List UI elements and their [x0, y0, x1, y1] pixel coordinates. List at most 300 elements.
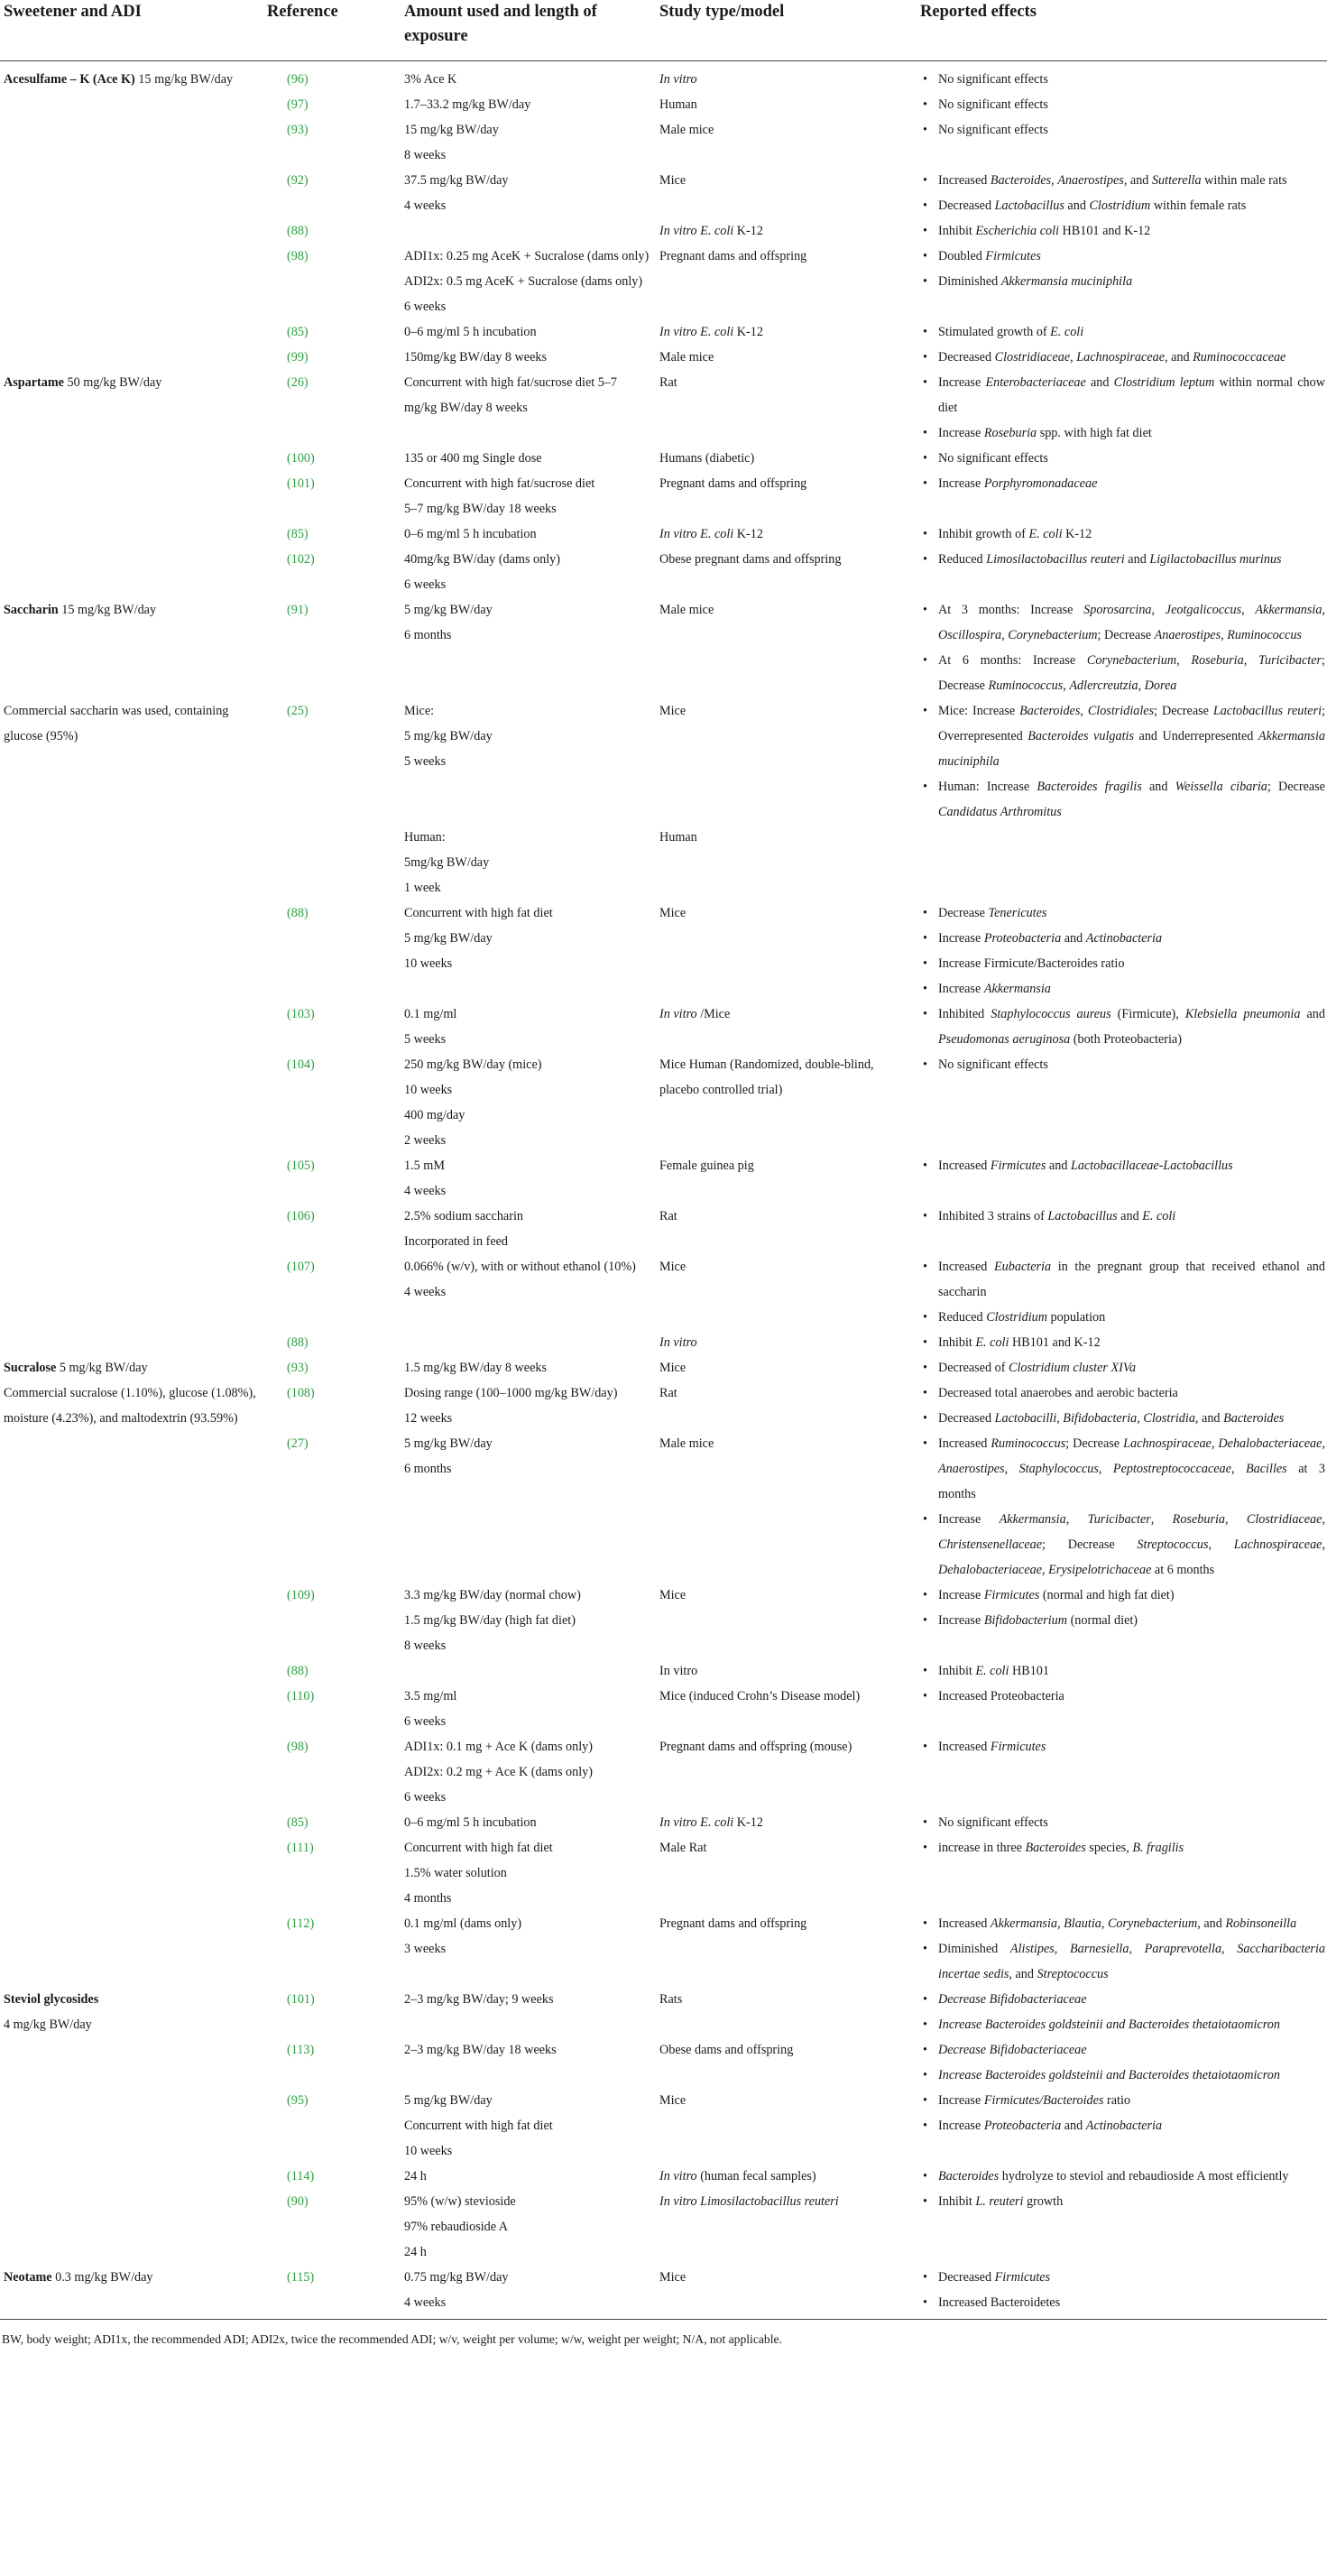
reference-link[interactable]: (107)	[287, 1260, 315, 1274]
amount-line: 10 weeks	[404, 956, 453, 971]
reference-link[interactable]: (85)	[287, 1815, 309, 1830]
header-effects: Reported effects	[920, 3, 1037, 21]
effects-cell	[920, 698, 1327, 825]
reference-link[interactable]: (88)	[287, 224, 309, 238]
study-type-line: In vitro E. coli K-12	[659, 224, 763, 238]
effect-item: • increase in three Bacteroides species, B. fragilis	[920, 1835, 1325, 1860]
reference-link[interactable]: (102)	[287, 552, 315, 567]
study-type-cell	[659, 244, 920, 319]
study-type-cell	[659, 2088, 920, 2164]
amount-line: 24 h	[404, 2245, 427, 2259]
amount-cell	[404, 1355, 659, 1380]
reference-link[interactable]: (92)	[287, 173, 309, 188]
sweetener-cell	[0, 1153, 267, 1204]
study-type-line: Mice	[659, 704, 687, 718]
effects-cell	[920, 2088, 1327, 2164]
header-sweetener: Sweetener and ADI	[4, 3, 142, 21]
table-row	[0, 1431, 1327, 1583]
effects-list	[920, 1734, 1325, 1759]
reference-link[interactable]: (96)	[287, 72, 309, 87]
amount-line: 1.7–33.2 mg/kg BW/day	[404, 97, 531, 112]
sweetener-cell	[0, 547, 267, 597]
effects-cell	[920, 1431, 1327, 1583]
study-type-line: Rat	[659, 1386, 677, 1400]
table-row	[0, 1583, 1327, 1658]
header-reference: Reference	[267, 3, 338, 21]
study-type-line: In vitro	[659, 72, 697, 87]
study-type-line: Rats	[659, 1992, 683, 2007]
effects-cell	[920, 1583, 1327, 1658]
sweetener-cell	[0, 1734, 267, 1810]
reference-link[interactable]: (101)	[287, 1992, 315, 2007]
study-type-line: Pregnant dams and offspring	[659, 476, 807, 491]
effects-cell	[920, 597, 1327, 698]
amount-line: 95% (w/w) stevioside	[404, 2194, 516, 2209]
reference-link[interactable]: (26)	[287, 375, 309, 390]
table-row	[0, 547, 1327, 597]
reference-link[interactable]: (108)	[287, 1386, 315, 1400]
reference-link[interactable]: (90)	[287, 2194, 309, 2209]
reference-link[interactable]: (113)	[287, 2043, 315, 2057]
effects-cell	[920, 2037, 1327, 2088]
amount-line: 3.5 mg/ml	[404, 1689, 457, 1703]
study-type-cell	[659, 117, 920, 168]
reference-link[interactable]: (88)	[287, 1664, 309, 1678]
study-type-line: Male mice	[659, 350, 714, 365]
study-type-line: Humans (diabetic)	[659, 451, 755, 466]
amount-cell	[404, 471, 659, 522]
amount-line: 6 months	[404, 1462, 452, 1476]
sweetener-cell	[0, 2088, 267, 2164]
sweetener-cell	[0, 1658, 267, 1684]
amount-cell	[404, 1254, 659, 1330]
sweetener-cell	[0, 1835, 267, 1911]
effects-list	[920, 1355, 1325, 1380]
table-row	[0, 1658, 1327, 1684]
table-row	[0, 2088, 1327, 2164]
table-row	[0, 825, 1327, 900]
sweetener-cell	[0, 345, 267, 370]
table-row	[0, 1330, 1327, 1355]
effects-cell	[920, 1052, 1327, 1153]
sweetener-cell	[0, 1002, 267, 1052]
effect-item: • Decreased Lactobacillus and Clostridium within female rats	[920, 193, 1325, 218]
effect-item: • Increase Porphyromonadaceae	[920, 471, 1325, 496]
sweetener-cell	[0, 1684, 267, 1734]
effects-cell	[920, 345, 1327, 370]
study-type-cell	[659, 900, 920, 1002]
amount-cell	[404, 1431, 659, 1583]
table-row	[0, 1835, 1327, 1911]
reference-link[interactable]: (110)	[287, 1689, 315, 1703]
amount-line: 37.5 mg/kg BW/day	[404, 173, 509, 188]
effects-list	[920, 1658, 1325, 1684]
study-type-cell	[659, 825, 920, 900]
study-type-cell	[659, 218, 920, 244]
effect-item: • Increase Akkermansia, Turicibacter, Roseburia, Clostridiaceae, Christensenellaceae; Decrease Streptococcus, Lachnospiraceae, Dehalobacteriaceae, Erysipelotrichaceae at 6 months	[920, 1507, 1325, 1583]
study-type-line: Rat	[659, 1209, 677, 1223]
study-type-cell	[659, 1987, 920, 2037]
effects-list	[920, 2037, 1325, 2088]
reference-link[interactable]: (91)	[287, 603, 309, 617]
sweetener-text: Acesulfame – K (Ace K) 15 mg/kg BW/day	[4, 72, 234, 87]
amount-cell	[404, 218, 659, 244]
amount-line: Human:	[404, 830, 446, 845]
amount-cell	[404, 2037, 659, 2088]
sweetener-cell	[0, 471, 267, 522]
study-type-cell	[659, 1658, 920, 1684]
effects-cell	[920, 522, 1327, 547]
effect-item: • Decrease Bifidobacteriaceae	[920, 2037, 1325, 2063]
reference-link[interactable]: (105)	[287, 1159, 315, 1173]
amount-line: 0.1 mg/ml (dams only)	[404, 1916, 522, 1931]
amount-cell	[404, 1658, 659, 1684]
effect-item: • Increased Bacteroidetes	[920, 2290, 1325, 2315]
sweetener-cell	[0, 244, 267, 319]
reference-link[interactable]: (98)	[287, 249, 309, 263]
reference-link[interactable]: (25)	[287, 704, 309, 718]
amount-cell	[404, 1810, 659, 1835]
effects-cell	[920, 1204, 1327, 1254]
study-type-cell	[659, 370, 920, 446]
amount-line: 24 h	[404, 2169, 427, 2184]
sweetener-cell	[0, 522, 267, 547]
study-type-line: In vitro Limosilactobacillus reuteri	[659, 2194, 839, 2209]
study-type-cell	[659, 2164, 920, 2189]
amount-line: 1 week	[404, 881, 441, 895]
amount-line: 4 months	[404, 1891, 452, 1906]
effect-item: • No significant effects	[920, 67, 1325, 92]
effects-cell	[920, 1911, 1327, 1987]
amount-cell	[404, 1380, 659, 1431]
study-type-line: In vitro	[659, 1664, 698, 1678]
effect-item: • Reduced Clostridium population	[920, 1305, 1325, 1330]
reference-link[interactable]: (104)	[287, 1057, 315, 1072]
study-type-cell	[659, 345, 920, 370]
study-type-cell	[659, 597, 920, 698]
study-type-line: Obese dams and offspring	[659, 2043, 794, 2057]
amount-line: 2 weeks	[404, 1133, 447, 1148]
amount-line: 3 weeks	[404, 1942, 447, 1956]
amount-line: ADI1x: 0.25 mg AceK + Sucralose (dams only)	[404, 249, 650, 263]
amount-cell	[404, 92, 659, 117]
amount-line: 3.3 mg/kg BW/day (normal chow)	[404, 1588, 581, 1602]
sweetener-cell	[0, 168, 267, 218]
study-type-cell	[659, 1355, 920, 1380]
study-type-cell	[659, 1330, 920, 1355]
study-type-line: Rat	[659, 375, 677, 390]
effect-item: • Increase Firmicutes/Bacteroides ratio	[920, 2088, 1325, 2113]
study-type-line: Mice	[659, 1588, 687, 1602]
amount-line: Concurrent with high fat diet	[404, 906, 553, 920]
amount-line: 8 weeks	[404, 148, 447, 162]
reference-link[interactable]: (93)	[287, 1361, 309, 1375]
header-amount: Amount used and length of exposure	[404, 3, 597, 45]
amount-cell	[404, 1204, 659, 1254]
amount-line: 2.5% sodium saccharin	[404, 1209, 523, 1223]
effects-list	[920, 446, 1325, 471]
reference-link[interactable]: (114)	[287, 2169, 315, 2184]
sweetener-cell	[0, 1330, 267, 1355]
effects-cell	[920, 1330, 1327, 1355]
sweetener-cell	[0, 2189, 267, 2265]
effects-cell	[920, 1254, 1327, 1330]
reference-link[interactable]: (85)	[287, 527, 309, 541]
reference-link[interactable]: (27)	[287, 1436, 309, 1451]
amount-cell	[404, 168, 659, 218]
effect-item: • Inhibit L. reuteri growth	[920, 2189, 1325, 2214]
study-type-cell	[659, 1835, 920, 1911]
amount-line: 6 months	[404, 628, 452, 642]
effects-cell	[920, 1002, 1327, 1052]
study-type-line: Female guinea pig	[659, 1159, 754, 1173]
amount-line: 8 weeks	[404, 1639, 447, 1653]
reference-link[interactable]: (112)	[287, 1916, 315, 1931]
amount-line: 4 weeks	[404, 2295, 447, 2310]
table-row	[0, 446, 1327, 471]
amount-line: 1.5 mg/kg BW/day 8 weeks	[404, 1361, 548, 1375]
study-type-cell	[659, 319, 920, 345]
effects-list	[920, 67, 1325, 92]
study-type-line: Human	[659, 830, 697, 845]
reference-link[interactable]: (99)	[287, 350, 309, 365]
amount-line: ADI1x: 0.1 mg + Ace K (dams only)	[404, 1740, 593, 1754]
table-row	[0, 1734, 1327, 1810]
effect-item: • Increase Proteobacteria and Actinobacteria	[920, 926, 1325, 951]
amount-line: Dosing range (100–1000 mg/kg BW/day)	[404, 1386, 618, 1400]
amount-cell	[404, 698, 659, 825]
effects-list	[920, 1583, 1325, 1633]
amount-cell	[404, 1911, 659, 1987]
effect-item: • Increased Eubacteria in the pregnant group that received ethanol and saccharin	[920, 1254, 1325, 1305]
effects-list	[920, 2265, 1325, 2315]
reference-link[interactable]: (98)	[287, 1740, 309, 1754]
effects-cell	[920, 92, 1327, 117]
study-type-line: Mice Human (Randomized, double-blind, placebo controlled trial)	[659, 1057, 874, 1097]
effect-item: • Bacteroides hydrolyze to steviol and rebaudioside A most efficiently	[920, 2164, 1325, 2189]
table-row	[0, 1052, 1327, 1153]
amount-line: 10 weeks	[404, 1083, 453, 1097]
sweetener-cell	[0, 1583, 267, 1658]
study-type-line: Male mice	[659, 603, 714, 617]
effects-cell	[920, 244, 1327, 319]
study-type-line: Mice	[659, 2093, 687, 2108]
effects-cell	[920, 1153, 1327, 1204]
effects-cell	[920, 471, 1327, 522]
effect-item: • Decreased Clostridiaceae, Lachnospiraceae, and Ruminococcaceae	[920, 345, 1325, 370]
sweetener-cell	[0, 117, 267, 168]
sweetener-cell	[0, 900, 267, 1002]
effects-cell	[920, 900, 1327, 1002]
effect-item: • Increase Enterobacteriaceae and Clostridium leptum within normal chow diet	[920, 370, 1325, 420]
effect-item: • No significant effects	[920, 117, 1325, 143]
amount-line: 135 or 400 mg Single dose	[404, 451, 542, 466]
table-row	[0, 2189, 1327, 2265]
sweetener-text: Commercial saccharin was used, containing glucose (95%)	[4, 704, 229, 743]
effects-cell	[920, 1987, 1327, 2037]
sweetener-cell	[0, 825, 267, 900]
reference-link[interactable]: (100)	[287, 451, 315, 466]
amount-line: 4 weeks	[404, 1184, 447, 1198]
effects-list	[920, 1153, 1325, 1178]
study-type-cell	[659, 61, 920, 93]
table-row	[0, 1254, 1327, 1330]
effects-list	[920, 1330, 1325, 1355]
study-type-cell	[659, 1684, 920, 1734]
sweetener-cell	[0, 1254, 267, 1330]
amount-cell	[404, 1153, 659, 1204]
effect-item: • Mice: Increase Bacteroides, Clostridiales; Decrease Lactobacillus reuteri; Overrepresented Bacteroides vulgatis and Underrepresented Akkermansia muciniphila	[920, 698, 1325, 774]
reference-link[interactable]: (111)	[287, 1841, 314, 1855]
effects-cell	[920, 370, 1327, 446]
table-row	[0, 522, 1327, 547]
amount-line: 4 weeks	[404, 199, 447, 213]
effect-item: • No significant effects	[920, 92, 1325, 117]
study-type-cell	[659, 2037, 920, 2088]
effects-list	[920, 1810, 1325, 1835]
effects-list	[920, 117, 1325, 143]
amount-line: 10 weeks	[404, 2144, 453, 2158]
effects-list	[920, 370, 1325, 446]
reference-link[interactable]: (109)	[287, 1588, 315, 1602]
study-type-cell	[659, 1911, 920, 1987]
study-type-cell	[659, 522, 920, 547]
amount-line: Incorporated in feed	[404, 1234, 509, 1249]
study-type-line: In vitro E. coli K-12	[659, 527, 763, 541]
table-row	[0, 2164, 1327, 2189]
amount-line: 1.5 mM	[404, 1159, 445, 1173]
reference-link[interactable]: (97)	[287, 97, 309, 112]
reference-link	[267, 825, 404, 900]
amount-line: 6 weeks	[404, 300, 447, 314]
effect-item: • Inhibit growth of E. coli K-12	[920, 522, 1325, 547]
reference-link[interactable]: (115)	[287, 2270, 315, 2285]
effects-cell	[920, 117, 1327, 168]
study-type-cell	[659, 1810, 920, 1835]
effects-list	[920, 1684, 1325, 1709]
effects-list	[920, 168, 1325, 218]
amount-cell	[404, 1684, 659, 1734]
effects-cell	[920, 2189, 1327, 2265]
effects-cell	[920, 547, 1327, 597]
table-row	[0, 1204, 1327, 1254]
reference-link[interactable]: (106)	[287, 1209, 315, 1223]
sweetener-cell	[0, 1355, 267, 1380]
effects-list	[920, 698, 1325, 825]
effect-item: • Doubled Firmicutes	[920, 244, 1325, 269]
table-row	[0, 471, 1327, 522]
effects-cell	[920, 2164, 1327, 2189]
amount-line: 0.75 mg/kg BW/day	[404, 2270, 509, 2285]
amount-cell	[404, 1583, 659, 1658]
table-row	[0, 698, 1327, 825]
effects-list	[920, 1835, 1325, 1860]
effect-item: • Inhibit E. coli HB101 and K-12	[920, 1330, 1325, 1355]
amount-cell	[404, 117, 659, 168]
header-study-type: Study type/model	[659, 3, 785, 21]
amount-cell	[404, 825, 659, 900]
amount-line: 5 mg/kg BW/day	[404, 2093, 493, 2108]
sweetener-text: 4 mg/kg BW/day	[4, 2017, 92, 2032]
effects-list	[920, 1431, 1325, 1583]
amount-line: 5 mg/kg BW/day	[404, 1436, 493, 1451]
amount-line: 97% rebaudioside A	[404, 2220, 509, 2234]
effect-item: • Diminished Akkermansia muciniphila	[920, 269, 1325, 294]
table-header-row	[0, 0, 1327, 61]
amount-line: 5mg/kg BW/day	[404, 855, 490, 870]
amount-cell	[404, 1002, 659, 1052]
effect-item: • No significant effects	[920, 1052, 1325, 1077]
effect-item: • Increase Bifidobacterium (normal diet)	[920, 1608, 1325, 1633]
study-type-cell	[659, 2189, 920, 2265]
amount-line: Concurrent with high fat diet	[404, 1841, 553, 1855]
amount-line: 6 weeks	[404, 1790, 447, 1805]
sweetener-text: Aspartame 50 mg/kg BW/day	[4, 375, 162, 390]
table-row	[0, 2037, 1327, 2088]
amount-line: 6 weeks	[404, 1714, 447, 1729]
amount-cell	[404, 1330, 659, 1355]
effect-item: • Decrease Bifidobacteriaceae	[920, 1987, 1325, 2012]
sweetener-cell	[0, 1911, 267, 1987]
effects-cell	[920, 319, 1327, 345]
sweetener-cell	[0, 61, 267, 93]
effects-cell	[920, 61, 1327, 93]
effects-list	[920, 1380, 1325, 1431]
sweetener-cell	[0, 370, 267, 446]
amount-line: 40mg/kg BW/day (dams only)	[404, 552, 560, 567]
reference-link[interactable]: (95)	[287, 2093, 309, 2108]
sweetener-cell	[0, 2037, 267, 2088]
amount-line: 3% Ace K	[404, 72, 457, 87]
amount-line: ADI2x: 0.2 mg + Ace K (dams only)	[404, 1765, 593, 1779]
table-row	[0, 2265, 1327, 2319]
amount-line: 5 mg/kg BW/day	[404, 603, 493, 617]
effect-item: • Inhibit E. coli HB101	[920, 1658, 1325, 1684]
effect-item: • Inhibited Staphylococcus aureus (Firmicute), Klebsiella pneumonia and Pseudomonas aeruginosa (both Proteobacteria)	[920, 1002, 1325, 1052]
study-type-cell	[659, 1380, 920, 1431]
table-row	[0, 370, 1327, 446]
table-row	[0, 900, 1327, 1002]
reference-link[interactable]: (88)	[287, 906, 309, 920]
effects-cell	[920, 2265, 1327, 2319]
study-type-cell	[659, 1002, 920, 1052]
amount-line: 1.5 mg/kg BW/day (high fat diet)	[404, 1613, 576, 1628]
effects-list	[920, 547, 1325, 572]
effect-item: • At 6 months: Increase Corynebacterium, Roseburia, Turicibacter; Decrease Ruminococcus, Adlercreutzia, Dorea	[920, 648, 1325, 698]
amount-line: 12 weeks	[404, 1411, 453, 1426]
sweetener-cell	[0, 1204, 267, 1254]
amount-line: Concurrent with high fat/sucrose diet	[404, 476, 595, 491]
effects-cell	[920, 1684, 1327, 1734]
amount-cell	[404, 2265, 659, 2319]
study-type-line: Pregnant dams and offspring	[659, 1916, 807, 1931]
amount-cell	[404, 61, 659, 93]
reference-link[interactable]: (85)	[287, 325, 309, 339]
effects-list	[920, 244, 1325, 294]
amount-line: Concurrent with high fat diet	[404, 2119, 553, 2133]
study-type-cell	[659, 2265, 920, 2319]
amount-line: 2–3 mg/kg BW/day; 9 weeks	[404, 1992, 554, 2007]
table-row	[0, 218, 1327, 244]
table-row	[0, 319, 1327, 345]
reference-link[interactable]: (93)	[287, 123, 309, 137]
table-row	[0, 168, 1327, 218]
amount-cell	[404, 1052, 659, 1153]
reference-link[interactable]: (101)	[287, 476, 315, 491]
reference-link[interactable]: (88)	[287, 1335, 309, 1350]
reference-link[interactable]: (103)	[287, 1007, 315, 1021]
table-row	[0, 1380, 1327, 1431]
